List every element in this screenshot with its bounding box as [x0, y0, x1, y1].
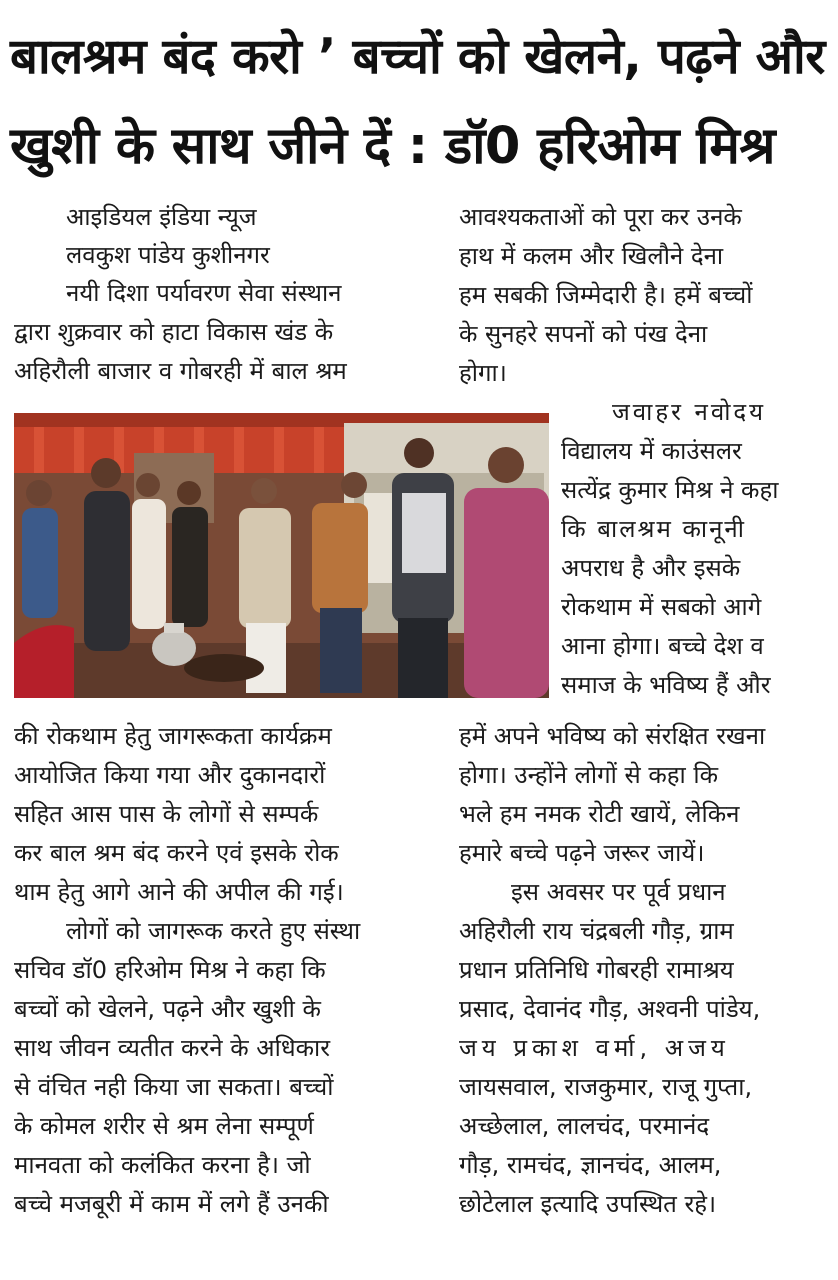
paragraph-line: साथ जीवन व्यतीत करने के अधिकार: [14, 1034, 331, 1062]
paragraph-line: आना होगा। बच्चे देश व: [561, 632, 764, 660]
paragraph-line: द्वारा शुक्रवार को हाटा विकास खंड के: [14, 318, 334, 346]
paragraph-line: अपराध है और इसके: [561, 554, 741, 582]
paragraph-line: रोकथाम में सबको आगे: [561, 593, 762, 621]
headline-line-1: बालश्रम बंद करो ’ बच्चों को खेलने, पढ़ने और: [10, 28, 825, 85]
byline-publication: आइडियल इंडिया न्यूज: [66, 203, 257, 231]
paragraph-line: अच्छेलाल, लालचंद, परमानंद: [459, 1112, 710, 1140]
paragraph-line: नयी दिशा पर्यावरण सेवा संस्थान: [66, 279, 342, 307]
paragraph-line: के सुनहरे सपनों को पंख देना: [459, 320, 708, 348]
paragraph-line: थाम हेतु आगे आने की अपील की गई।: [14, 878, 344, 906]
paragraph-line: सत्येंद्र कुमार मिश्र ने कहा: [561, 476, 779, 504]
paragraph-line: हमारे बच्चे पढ़ने जरूर जायें।: [459, 839, 705, 867]
group-of-men-at-shop-photo: [14, 413, 549, 698]
paragraph-line: के कोमल शरीर से श्रम लेना सम्पूर्ण: [14, 1112, 314, 1140]
headline-line-2: खुशी के साथ जीने दें : डॉ0 हरिओम मिश्र: [10, 117, 776, 176]
paragraph-line: कि बालश्रम कानूनी: [561, 515, 746, 543]
paragraph-line: हाथ में कलम और खिलौने देना: [459, 242, 724, 270]
paragraph-line: विद्यालय में काउंसलर: [561, 437, 742, 465]
paragraph-line: अहिरौली बाजार व गोबरही में बाल श्रम: [14, 357, 347, 385]
paragraph-line: छोटेलाल इत्यादि उपस्थित रहे।: [459, 1190, 717, 1218]
paragraph-line: हमें अपने भविष्य को संरक्षित रखना: [459, 722, 766, 750]
paragraph-line: जवाहर नवोदय: [612, 398, 767, 426]
paragraph-line: आयोजित किया गया और दुकानदारों: [14, 761, 326, 789]
paragraph-line: से वंचित नही किया जा सकता। बच्चों: [14, 1073, 334, 1101]
paragraph-line: प्रधान प्रतिनिधि गोबरही रामाश्रय: [459, 956, 734, 984]
paragraph-line: आवश्यकताओं को पूरा कर उनके: [459, 203, 742, 231]
paragraph-line: बच्चों को खेलने, पढ़ने और खुशी के: [14, 995, 321, 1023]
paragraph-line: गौड़, रामचंद, ज्ञानचंद, आलम,: [459, 1151, 722, 1179]
paragraph-line: बच्चे मजबूरी में काम में लगे हैं उनकी: [14, 1190, 329, 1218]
paragraph-line: सचिव डॉ0 हरिओम मिश्र ने कहा कि: [14, 956, 326, 984]
paragraph-line: हम सबकी जिम्मेदारी है। हमें बच्चों: [459, 281, 753, 309]
paragraph-line: कर बाल श्रम बंद करने एवं इसके रोक: [14, 839, 339, 867]
paragraph-line: की रोकथाम हेतु जागरूकता कार्यक्रम: [14, 722, 332, 750]
paragraph-line: अहिरौली राय चंद्रबली गौड़, ग्राम: [459, 917, 734, 945]
paragraph-line: होगा।: [459, 359, 507, 387]
paragraph-line: जय प्रकाश वर्मा, अजय: [459, 1034, 730, 1062]
paragraph-line: सहित आस पास के लोगों से सम्पर्क: [14, 800, 319, 828]
paragraph-line: जायसवाल, राजकुमार, राजू गुप्ता,: [459, 1073, 753, 1101]
paragraph-line: मानवता को कलंकित करना है। जो: [14, 1151, 311, 1179]
paragraph-line: प्रसाद, देवानंद गौड़, अश्वनी पांडेय,: [459, 995, 761, 1023]
paragraph-line: लोगों को जागरूक करते हुए संस्था: [66, 917, 361, 945]
paragraph-line: भले हम नमक रोटी खायें, लेकिन: [459, 800, 740, 828]
byline-reporter: लवकुश पांडेय कुशीनगर: [66, 241, 270, 269]
paragraph-line: होगा। उन्होंने लोगों से कहा कि: [459, 761, 719, 789]
paragraph-line: इस अवसर पर पूर्व प्रधान: [511, 878, 726, 906]
paragraph-line: समाज के भविष्य हैं और: [561, 671, 771, 699]
